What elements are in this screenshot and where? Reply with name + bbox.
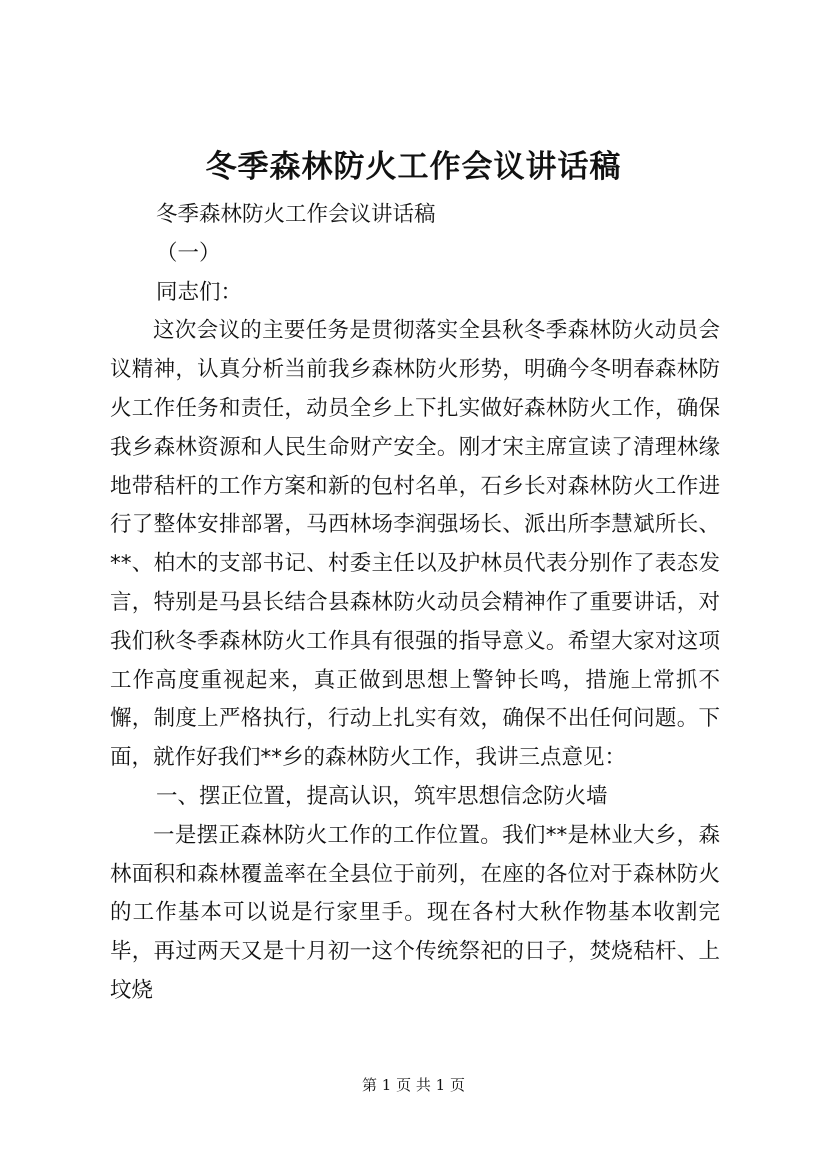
document-title: 冬季森林防火工作会议讲话稿 xyxy=(205,149,622,185)
document-subtitle: 冬季森林防火工作会议讲话稿 xyxy=(156,202,436,227)
salutation: 同志们： xyxy=(156,279,243,305)
part-label: （一） xyxy=(156,240,221,266)
document-body xyxy=(110,196,720,1011)
page-footer: 第 1 页 共 1 页 xyxy=(362,1076,465,1094)
section-heading-1: 一、摆正位置，提高认识，筑牢思想信念防火墙 xyxy=(156,783,608,809)
paragraph-section-1: 一是摆正森林防火工作的工作位置。我们**是林业大乡，森林面积和森林覆盖率在全县位于前列，在座的各位对于森林防火的工作基本可以说是行家里手。现在各村大秋作物基本收割完毕，再过两天又是十月初一这个传统祭祀的日子，焚烧秸杆、上坟烧 xyxy=(110,822,720,1003)
paragraph-intro: 这次会议的主要任务是贯彻落实全县秋冬季森林防火动员会议精神，认真分析当前我乡森林防火形势，明确今冬明春森林防火工作任务和责任，动员全乡上下扎实做好森林防火工作，确保我乡森林资源和人民生命财产安全。刚才宋主席宣读了清理林缘地带秸杆的工作方案和新的包村名单，石乡长对森林防火工作进行了整体安排部署，马西林场李润强场长、派出所李慧斌所长、**、柏木的支部书记、村委主任以及护林员代表分别作了表态发言，特别是马县长结合县森林防火动员会精神作了重要讲话，对我们秋冬季森林防火工作具有很强的指导意义。希望大家对这项工作高度重视起来，真正做到思想上警钟长鸣，措施上常抓不懈，制度上严格执行，行动上扎实有效，确保不出任何问题。下面，就作好我们**乡的森林防火工作，我讲三点意见： xyxy=(110,318,720,771)
